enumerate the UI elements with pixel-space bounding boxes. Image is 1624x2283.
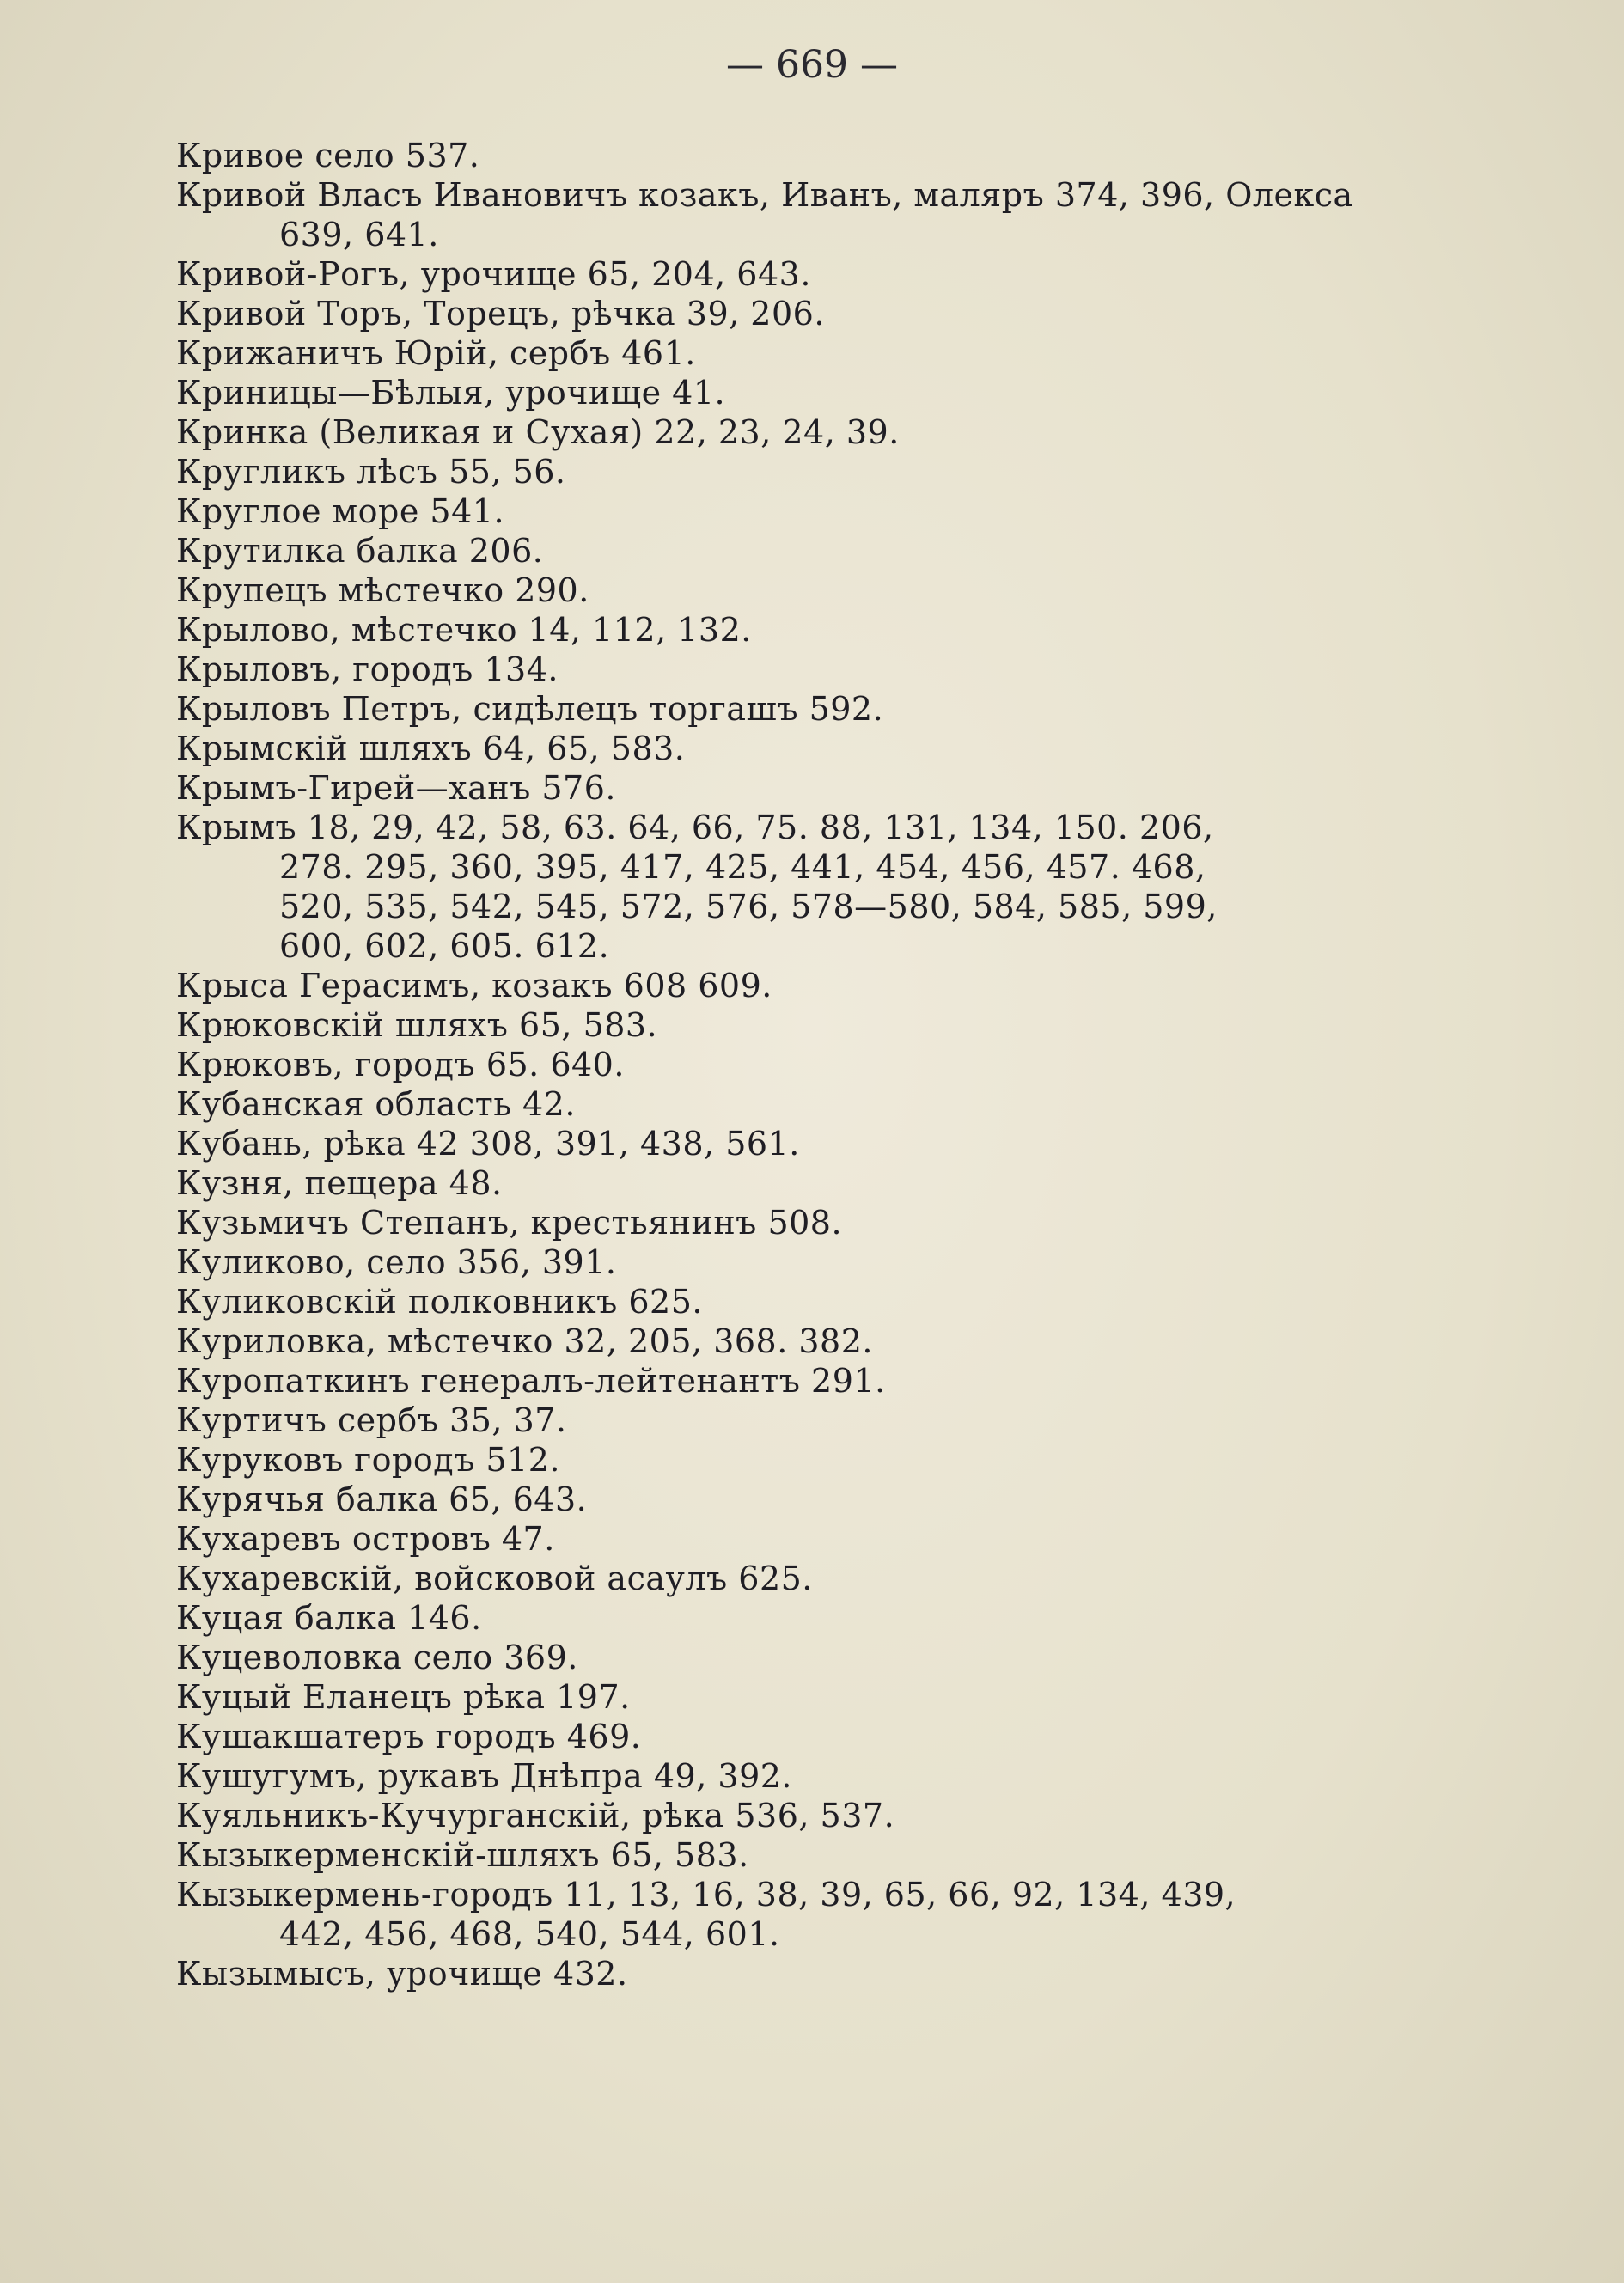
index-entry-text: Крутилка балка 206.	[176, 532, 544, 570]
page-number: — 669 —	[726, 43, 898, 87]
index-entry	[176, 491, 1469, 531]
index-entry-text: Куруковъ городъ 512.	[176, 1441, 560, 1479]
index-entry	[176, 1598, 1469, 1638]
index-entry	[176, 136, 1469, 175]
index-entry-text: Крюковъ, городъ 65. 640.	[176, 1046, 625, 1084]
index-entry	[176, 1045, 1469, 1084]
index-entry	[176, 294, 1469, 333]
index-entry-text: Крыса Герасимъ, козакъ 608 609.	[176, 967, 772, 1004]
index-entry	[176, 650, 1469, 689]
index-entry	[176, 1401, 1469, 1440]
index-entry	[176, 1756, 1469, 1796]
index-entry	[176, 412, 1469, 452]
index-entry	[176, 1875, 1469, 1954]
index-entry-text: Кызымысъ, урочище 432.	[176, 1955, 628, 1993]
index-entry	[176, 1282, 1469, 1322]
index-entry	[176, 571, 1469, 610]
index-entry-text: Кругликъ лѣсъ 55, 56.	[176, 453, 566, 491]
index-entry-text: Крылово, мѣстечко 14, 112, 132.	[176, 611, 752, 649]
index-entry-text: Крымскій шляхъ 64, 65, 583.	[176, 729, 686, 767]
index-entry	[176, 531, 1469, 571]
index-entry-text: Кубань, рѣка 42 308, 391, 438, 561.	[176, 1125, 800, 1163]
index-entry-text: Кухаревъ островъ 47.	[176, 1520, 555, 1558]
index-entry	[176, 1203, 1469, 1242]
index-entry-text: Крюковскій шляхъ 65, 583.	[176, 1006, 658, 1044]
index-entry	[176, 610, 1469, 650]
index-entry	[176, 808, 1469, 966]
index-entry-text: Куликово, село 356, 391.	[176, 1243, 617, 1281]
index-entry	[176, 768, 1469, 808]
index-entry	[176, 1954, 1469, 1993]
index-entry	[176, 1242, 1469, 1282]
index-entry-text: Крыловъ, городъ 134.	[176, 650, 559, 688]
index-entry	[176, 333, 1469, 373]
index-entry-text: Кривое село 537.	[176, 137, 480, 174]
index-entry	[176, 254, 1469, 294]
index-entry	[176, 1559, 1469, 1598]
index-entry-text: Куртичъ сербъ 35, 37.	[176, 1401, 567, 1439]
index-entry-text: Кузьмичъ Степанъ, крестьянинъ 508.	[176, 1204, 843, 1242]
index-entry-continuation: 520, 535, 542, 545, 572, 576, 578—580, 584, 585, 599,	[279, 888, 1218, 925]
index-entry	[176, 1322, 1469, 1361]
index-entry-continuation: 278. 295, 360, 395, 417, 425, 441, 454, 456, 457. 468,	[279, 848, 1206, 886]
index-entry-continuation: 442, 456, 468, 540, 544, 601.	[279, 1915, 780, 1953]
index-entry	[176, 1440, 1469, 1480]
index-entry	[176, 1005, 1469, 1045]
index-entry-text: Куцеволовка село 369.	[176, 1639, 578, 1676]
index-entry	[176, 1124, 1469, 1163]
index-entry-text: Куропаткинъ генералъ-лейтенантъ 291.	[176, 1362, 886, 1400]
index-entry	[176, 1163, 1469, 1203]
index-entry	[176, 175, 1469, 254]
index-entry	[176, 1638, 1469, 1677]
index-entry-text: Кызыкермень-городъ 11, 13, 16, 38, 39, 65, 66, 92, 134, 439,	[176, 1876, 1236, 1914]
index-entry	[176, 1796, 1469, 1835]
index-entry	[176, 1717, 1469, 1756]
index-entry-text: Крымъ-Гирей—ханъ 576.	[176, 769, 616, 807]
index-entry	[176, 1084, 1469, 1124]
index-entry-text: Кушакшатеръ городъ 469.	[176, 1718, 642, 1755]
index-entry-text: Кубанская область 42.	[176, 1085, 576, 1123]
index-entry-text: Кривой-Рогъ, урочище 65, 204, 643.	[176, 255, 811, 293]
index-entry	[176, 1480, 1469, 1519]
index-entry-continuation: 639, 641.	[279, 216, 439, 253]
index-entry-text: Кузня, пещера 48.	[176, 1164, 503, 1202]
index-entry	[176, 1677, 1469, 1717]
index-entry	[176, 452, 1469, 491]
index-entry	[176, 1519, 1469, 1559]
index-entry	[176, 1835, 1469, 1875]
index-entry-text: Крымъ 18, 29, 42, 58, 63. 64, 66, 75. 88, 131, 134, 150. 206,	[176, 809, 1214, 846]
index-entry-continuation: 600, 602, 605. 612.	[279, 927, 610, 965]
index-entry-text: Куцая балка 146.	[176, 1599, 482, 1637]
index-entry-text: Кривой Торъ, Торецъ, рѣчка 39, 206.	[176, 295, 825, 333]
index-entry-text: Кривой Власъ Ивановичъ козакъ, Иванъ, маляръ 374, 396, Олекса	[176, 176, 1353, 214]
index-entry-text: Куликовскій полковникъ 625.	[176, 1283, 703, 1321]
index-list	[176, 136, 1469, 1993]
index-entry-text: Крупецъ мѣстечко 290.	[176, 571, 589, 609]
index-entry	[176, 689, 1469, 729]
index-entry-text: Крижаничъ Юрій, сербъ 461.	[176, 334, 696, 372]
index-entry-text: Куриловка, мѣстечко 32, 205, 368. 382.	[176, 1322, 873, 1360]
index-entry-text: Кушугумъ, рукавъ Днѣпра 49, 392.	[176, 1757, 792, 1795]
index-entry-text: Крыловъ Петръ, сидѣлецъ торгашъ 592.	[176, 690, 884, 728]
index-entry-text: Куцый Еланецъ рѣка 197.	[176, 1678, 631, 1716]
index-entry	[176, 966, 1469, 1005]
index-entry-text: Круглое море 541.	[176, 492, 505, 530]
index-entry-text: Куяльникъ-Кучурганскій, рѣка 536, 537.	[176, 1797, 895, 1834]
index-entry	[176, 1361, 1469, 1401]
index-entry-text: Кызыкерменскій-шляхъ 65, 583.	[176, 1836, 749, 1874]
index-entry-text: Кухаревскій, войсковой асаулъ 625.	[176, 1560, 813, 1597]
index-entry-text: Кринка (Великая и Сухая) 22, 23, 24, 39.	[176, 413, 900, 451]
index-entry	[176, 373, 1469, 412]
index-entry	[176, 729, 1469, 768]
index-entry-text: Курячья балка 65, 643.	[176, 1480, 588, 1518]
index-entry-text: Криницы—Бѣлыя, урочище 41.	[176, 374, 726, 412]
